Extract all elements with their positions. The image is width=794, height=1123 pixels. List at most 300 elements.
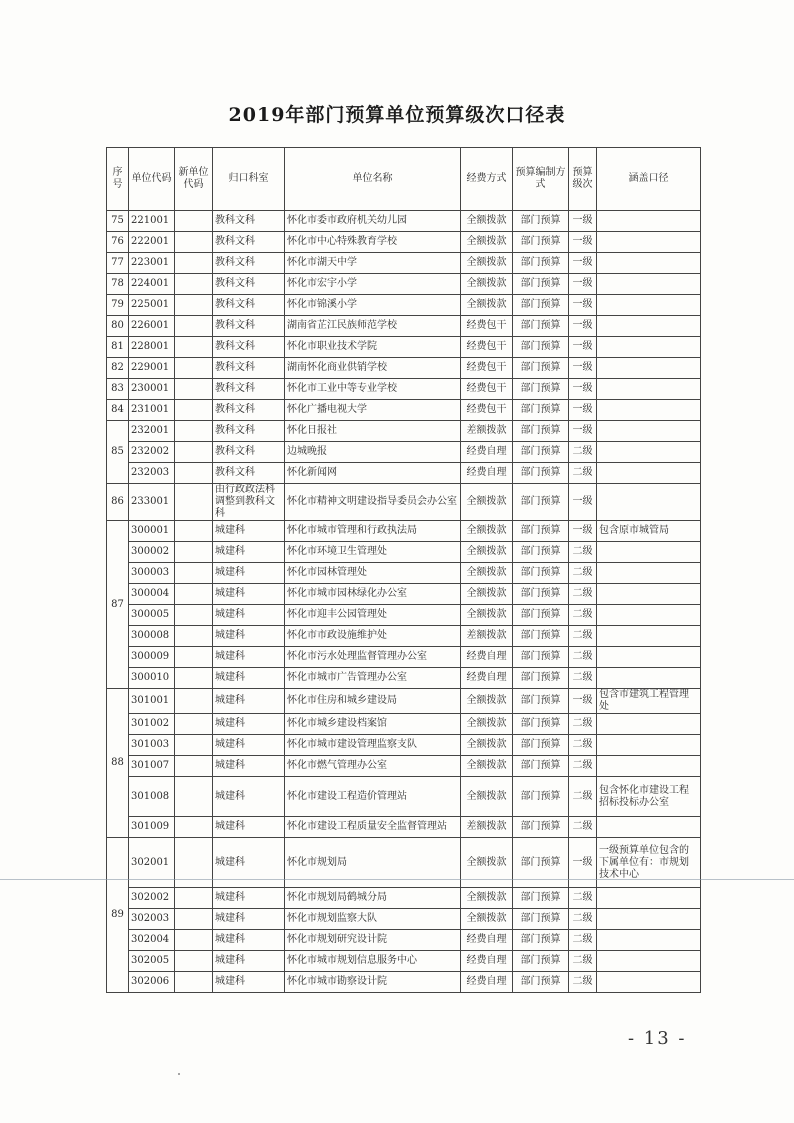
- scope-note-cell: [597, 442, 701, 463]
- budget-method-cell: 部门预算: [513, 930, 569, 951]
- budget-level-cell: 二级: [569, 668, 597, 689]
- budget-level-cell: 二级: [569, 930, 597, 951]
- fund-type-cell: 经费自理: [461, 463, 513, 484]
- table-row: [107, 400, 701, 421]
- fund-type-cell: 经费自理: [461, 972, 513, 993]
- table-row: [107, 626, 701, 647]
- seq-cell: 78: [107, 274, 129, 295]
- budget-level-cell: 二级: [569, 777, 597, 817]
- unit-name-cell: 怀化市规划局鹤城分局: [285, 888, 461, 909]
- scope-note-cell: [597, 584, 701, 605]
- unit-code-cell: 302005: [129, 951, 175, 972]
- dept-name-cell: 城建科: [213, 756, 285, 777]
- scope-note-cell: [597, 605, 701, 626]
- scope-note-cell: [597, 542, 701, 563]
- budget-level-cell: 二级: [569, 442, 597, 463]
- seq-cell: 77: [107, 253, 129, 274]
- scope-note-cell: [597, 714, 701, 735]
- unit-name-cell: 怀化市市政设施维护处: [285, 626, 461, 647]
- table-row: [107, 442, 701, 463]
- scope-note-cell: [597, 909, 701, 930]
- budget-level-cell: 一级: [569, 379, 597, 400]
- scope-note-cell: [597, 484, 701, 521]
- new-unit-code-cell: [175, 930, 213, 951]
- budget-method-cell: 部门预算: [513, 316, 569, 337]
- unit-code-cell: 302002: [129, 888, 175, 909]
- unit-name-cell: 怀化市中心特殊教育学校: [285, 232, 461, 253]
- dept-name-cell: 教科文科: [213, 316, 285, 337]
- fund-type-cell: 经费包干: [461, 316, 513, 337]
- unit-code-cell: 301009: [129, 817, 175, 838]
- dept-name-cell: 教科文科: [213, 232, 285, 253]
- budget-level-cell: 二级: [569, 463, 597, 484]
- scope-note-cell: [597, 463, 701, 484]
- header-dept: 归口科室: [213, 148, 285, 211]
- dept-name-cell: 城建科: [213, 521, 285, 542]
- fund-type-cell: 全额拨款: [461, 777, 513, 817]
- unit-name-cell: 怀化市规划监察大队: [285, 909, 461, 930]
- dept-name-cell: 城建科: [213, 838, 285, 888]
- unit-name-cell: 怀化市宏宇小学: [285, 274, 461, 295]
- unit-code-cell: 225001: [129, 295, 175, 316]
- new-unit-code-cell: [175, 484, 213, 521]
- new-unit-code-cell: [175, 605, 213, 626]
- fund-type-cell: 全额拨款: [461, 521, 513, 542]
- new-unit-code-cell: [175, 817, 213, 838]
- fund-type-cell: 经费包干: [461, 400, 513, 421]
- table-row: [107, 542, 701, 563]
- unit-code-cell: 228001: [129, 337, 175, 358]
- unit-code-cell: 301007: [129, 756, 175, 777]
- fund-type-cell: 差额拨款: [461, 421, 513, 442]
- fund-type-cell: 经费自理: [461, 951, 513, 972]
- unit-code-cell: 301001: [129, 689, 175, 714]
- budget-method-cell: 部门预算: [513, 972, 569, 993]
- new-unit-code-cell: [175, 542, 213, 563]
- fund-type-cell: 经费包干: [461, 379, 513, 400]
- budget-method-cell: 部门预算: [513, 888, 569, 909]
- budget-method-cell: 部门预算: [513, 400, 569, 421]
- new-unit-code-cell: [175, 421, 213, 442]
- fund-type-cell: 全额拨款: [461, 888, 513, 909]
- table-row: [107, 253, 701, 274]
- table-row: [107, 295, 701, 316]
- budget-level-cell: 二级: [569, 626, 597, 647]
- header-scope: 涵盖口径: [597, 148, 701, 211]
- dept-name-cell: 教科文科: [213, 463, 285, 484]
- header-new-code: 新单位代码: [175, 148, 213, 211]
- new-unit-code-cell: [175, 735, 213, 756]
- budget-level-cell: 一级: [569, 211, 597, 232]
- unit-name-cell: 怀化市城市勘察设计院: [285, 972, 461, 993]
- dept-name-cell: 由行政政法科调整到教科文科: [213, 484, 285, 521]
- new-unit-code-cell: [175, 358, 213, 379]
- budget-method-cell: 部门预算: [513, 605, 569, 626]
- scope-note-cell: [597, 563, 701, 584]
- unit-code-cell: 232002: [129, 442, 175, 463]
- table-row: [107, 584, 701, 605]
- new-unit-code-cell: [175, 442, 213, 463]
- scope-note-cell: [597, 951, 701, 972]
- dept-name-cell: 教科文科: [213, 358, 285, 379]
- budget-level-cell: 二级: [569, 888, 597, 909]
- unit-code-cell: 301008: [129, 777, 175, 817]
- budget-level-cell: 一级: [569, 400, 597, 421]
- new-unit-code-cell: [175, 626, 213, 647]
- seq-cell: 81: [107, 337, 129, 358]
- dept-name-cell: 城建科: [213, 735, 285, 756]
- dept-name-cell: 教科文科: [213, 421, 285, 442]
- unit-code-cell: 302006: [129, 972, 175, 993]
- new-unit-code-cell: [175, 972, 213, 993]
- budget-method-cell: 部门预算: [513, 756, 569, 777]
- budget-level-cell: 二级: [569, 542, 597, 563]
- dept-name-cell: 教科文科: [213, 400, 285, 421]
- unit-name-cell: 怀化市城市管理和行政执法局: [285, 521, 461, 542]
- new-unit-code-cell: [175, 316, 213, 337]
- table-row: [107, 274, 701, 295]
- unit-name-cell: 怀化市污水处理监督管理办公室: [285, 647, 461, 668]
- seq-cell: 87: [107, 521, 129, 689]
- fund-type-cell: 全额拨款: [461, 542, 513, 563]
- budget-method-cell: 部门预算: [513, 379, 569, 400]
- table-row: [107, 358, 701, 379]
- budget-level-table: [106, 147, 701, 993]
- dept-name-cell: 城建科: [213, 777, 285, 817]
- table-row: [107, 714, 701, 735]
- scope-note-cell: 一级预算单位包含的下属单位有：市规划技术中心: [597, 838, 701, 888]
- table-row: [107, 316, 701, 337]
- header-name: 单位名称: [285, 148, 461, 211]
- seq-cell: 83: [107, 379, 129, 400]
- fund-type-cell: 全额拨款: [461, 735, 513, 756]
- new-unit-code-cell: [175, 668, 213, 689]
- dept-name-cell: 城建科: [213, 972, 285, 993]
- scope-note-cell: [597, 379, 701, 400]
- fund-type-cell: 全额拨款: [461, 563, 513, 584]
- budget-method-cell: 部门预算: [513, 463, 569, 484]
- new-unit-code-cell: [175, 951, 213, 972]
- table-row: [107, 972, 701, 993]
- budget-level-cell: 二级: [569, 605, 597, 626]
- budget-method-cell: 部门预算: [513, 542, 569, 563]
- new-unit-code-cell: [175, 689, 213, 714]
- table-row: [107, 756, 701, 777]
- seq-cell: 82: [107, 358, 129, 379]
- unit-code-cell: 300008: [129, 626, 175, 647]
- scan-speck: [178, 1073, 180, 1075]
- new-unit-code-cell: [175, 838, 213, 888]
- budget-method-cell: 部门预算: [513, 484, 569, 521]
- fund-type-cell: 经费自理: [461, 647, 513, 668]
- dept-name-cell: 城建科: [213, 714, 285, 735]
- budget-method-cell: 部门预算: [513, 735, 569, 756]
- scope-note-cell: [597, 972, 701, 993]
- fund-type-cell: 全额拨款: [461, 838, 513, 888]
- new-unit-code-cell: [175, 274, 213, 295]
- new-unit-code-cell: [175, 563, 213, 584]
- budget-level-cell: 一级: [569, 274, 597, 295]
- budget-level-cell: 二级: [569, 647, 597, 668]
- table-row: [107, 563, 701, 584]
- table-row: [107, 735, 701, 756]
- budget-level-cell: 一级: [569, 484, 597, 521]
- table-header-row: [107, 148, 701, 211]
- seq-cell: 79: [107, 295, 129, 316]
- scope-note-cell: 包含原市城管局: [597, 521, 701, 542]
- scope-note-cell: [597, 316, 701, 337]
- scope-note-cell: [597, 930, 701, 951]
- unit-code-cell: 302004: [129, 930, 175, 951]
- unit-code-cell: 302003: [129, 909, 175, 930]
- new-unit-code-cell: [175, 253, 213, 274]
- new-unit-code-cell: [175, 909, 213, 930]
- new-unit-code-cell: [175, 337, 213, 358]
- budget-level-cell: 二级: [569, 951, 597, 972]
- budget-method-cell: 部门预算: [513, 714, 569, 735]
- scope-note-cell: [597, 817, 701, 838]
- scope-note-cell: [597, 668, 701, 689]
- fund-type-cell: 全额拨款: [461, 484, 513, 521]
- unit-code-cell: 221001: [129, 211, 175, 232]
- scope-note-cell: [597, 295, 701, 316]
- budget-method-cell: 部门预算: [513, 521, 569, 542]
- table-row: [107, 421, 701, 442]
- fund-type-cell: 经费自理: [461, 930, 513, 951]
- unit-code-cell: 224001: [129, 274, 175, 295]
- page-title: 2019年部门预算单位预算级次口径表: [228, 104, 566, 126]
- fund-type-cell: 全额拨款: [461, 909, 513, 930]
- unit-name-cell: 怀化市建设工程质量安全监督管理站: [285, 817, 461, 838]
- seq-cell: 80: [107, 316, 129, 337]
- table-row: [107, 232, 701, 253]
- unit-code-cell: 229001: [129, 358, 175, 379]
- scan-line: [0, 879, 794, 880]
- fund-type-cell: 全额拨款: [461, 756, 513, 777]
- unit-code-cell: 300003: [129, 563, 175, 584]
- scope-note-cell: 包含市建筑工程管理处: [597, 689, 701, 714]
- scope-note-cell: [597, 421, 701, 442]
- budget-method-cell: 部门预算: [513, 358, 569, 379]
- unit-code-cell: 300009: [129, 647, 175, 668]
- table-row: [107, 909, 701, 930]
- fund-type-cell: 全额拨款: [461, 605, 513, 626]
- scope-note-cell: [597, 626, 701, 647]
- unit-name-cell: 怀化市城市规划信息服务中心: [285, 951, 461, 972]
- table-row: [107, 484, 701, 521]
- fund-type-cell: 全额拨款: [461, 211, 513, 232]
- unit-code-cell: 301002: [129, 714, 175, 735]
- dept-name-cell: 城建科: [213, 542, 285, 563]
- budget-method-cell: 部门预算: [513, 563, 569, 584]
- budget-method-cell: 部门预算: [513, 253, 569, 274]
- budget-method-cell: 部门预算: [513, 817, 569, 838]
- unit-name-cell: 边城晚报: [285, 442, 461, 463]
- budget-method-cell: 部门预算: [513, 337, 569, 358]
- fund-type-cell: 全额拨款: [461, 714, 513, 735]
- dept-name-cell: 城建科: [213, 668, 285, 689]
- unit-name-cell: 怀化广播电视大学: [285, 400, 461, 421]
- unit-name-cell: 怀化日报社: [285, 421, 461, 442]
- fund-type-cell: 经费自理: [461, 442, 513, 463]
- new-unit-code-cell: [175, 521, 213, 542]
- header-level: 预算级次: [569, 148, 597, 211]
- dept-name-cell: 城建科: [213, 817, 285, 838]
- unit-name-cell: 怀化市环境卫生管理处: [285, 542, 461, 563]
- fund-type-cell: 全额拨款: [461, 295, 513, 316]
- seq-cell: 88: [107, 689, 129, 838]
- budget-level-cell: 二级: [569, 817, 597, 838]
- table-row: [107, 817, 701, 838]
- budget-level-cell: 一级: [569, 521, 597, 542]
- unit-name-cell: 怀化市住房和城乡建设局: [285, 689, 461, 714]
- new-unit-code-cell: [175, 295, 213, 316]
- scope-note-cell: [597, 232, 701, 253]
- budget-method-cell: 部门预算: [513, 232, 569, 253]
- unit-code-cell: 302001: [129, 838, 175, 888]
- unit-code-cell: 226001: [129, 316, 175, 337]
- unit-name-cell: 怀化市建设工程造价管理站: [285, 777, 461, 817]
- table-row: [107, 605, 701, 626]
- scope-note-cell: [597, 735, 701, 756]
- fund-type-cell: 经费包干: [461, 358, 513, 379]
- unit-name-cell: 湖南省芷江民族师范学校: [285, 316, 461, 337]
- fund-type-cell: 经费包干: [461, 337, 513, 358]
- unit-name-cell: 怀化市城乡建设档案馆: [285, 714, 461, 735]
- scope-note-cell: [597, 888, 701, 909]
- new-unit-code-cell: [175, 777, 213, 817]
- budget-method-cell: 部门预算: [513, 442, 569, 463]
- seq-cell: 85: [107, 421, 129, 484]
- page-number: - 13 -: [628, 1028, 687, 1049]
- unit-name-cell: 怀化市精神文明建设指导委员会办公室: [285, 484, 461, 521]
- scope-note-cell: [597, 647, 701, 668]
- dept-name-cell: 教科文科: [213, 337, 285, 358]
- budget-method-cell: 部门预算: [513, 909, 569, 930]
- scope-note-cell: [597, 211, 701, 232]
- dept-name-cell: 城建科: [213, 605, 285, 626]
- dept-name-cell: 教科文科: [213, 442, 285, 463]
- table-row: [107, 379, 701, 400]
- unit-code-cell: 230001: [129, 379, 175, 400]
- budget-method-cell: 部门预算: [513, 274, 569, 295]
- dept-name-cell: 城建科: [213, 626, 285, 647]
- fund-type-cell: 全额拨款: [461, 232, 513, 253]
- budget-method-cell: 部门预算: [513, 295, 569, 316]
- budget-method-cell: 部门预算: [513, 626, 569, 647]
- budget-level-cell: 一级: [569, 689, 597, 714]
- dept-name-cell: 城建科: [213, 689, 285, 714]
- scope-note-cell: [597, 400, 701, 421]
- unit-code-cell: 300005: [129, 605, 175, 626]
- budget-method-cell: 部门预算: [513, 211, 569, 232]
- unit-code-cell: 233001: [129, 484, 175, 521]
- dept-name-cell: 教科文科: [213, 274, 285, 295]
- fund-type-cell: 全额拨款: [461, 274, 513, 295]
- table-row: [107, 951, 701, 972]
- header-fund: 经费方式: [461, 148, 513, 211]
- unit-code-cell: 232003: [129, 463, 175, 484]
- table-row: [107, 777, 701, 817]
- scope-note-cell: 包含怀化市建设工程招标投标办公室: [597, 777, 701, 817]
- dept-name-cell: 城建科: [213, 888, 285, 909]
- budget-method-cell: 部门预算: [513, 421, 569, 442]
- unit-name-cell: 怀化市锦溪小学: [285, 295, 461, 316]
- budget-level-cell: 一级: [569, 358, 597, 379]
- fund-type-cell: 差额拨款: [461, 626, 513, 647]
- budget-level-cell: 一级: [569, 316, 597, 337]
- unit-code-cell: 301003: [129, 735, 175, 756]
- unit-code-cell: 222001: [129, 232, 175, 253]
- header-code: 单位代码: [129, 148, 175, 211]
- dept-name-cell: 城建科: [213, 930, 285, 951]
- unit-name-cell: 怀化市工业中等专业学校: [285, 379, 461, 400]
- budget-method-cell: 部门预算: [513, 689, 569, 714]
- dept-name-cell: 城建科: [213, 647, 285, 668]
- budget-level-cell: 一级: [569, 838, 597, 888]
- table-row: [107, 211, 701, 232]
- budget-level-cell: 二级: [569, 584, 597, 605]
- dept-name-cell: 教科文科: [213, 379, 285, 400]
- table-row: [107, 337, 701, 358]
- unit-name-cell: 怀化新闻网: [285, 463, 461, 484]
- table-row: [107, 888, 701, 909]
- unit-name-cell: 怀化市湖天中学: [285, 253, 461, 274]
- unit-name-cell: 怀化市城市广告管理办公室: [285, 668, 461, 689]
- new-unit-code-cell: [175, 400, 213, 421]
- seq-cell: 75: [107, 211, 129, 232]
- unit-name-cell: 怀化市燃气管理办公室: [285, 756, 461, 777]
- new-unit-code-cell: [175, 232, 213, 253]
- budget-method-cell: 部门预算: [513, 777, 569, 817]
- dept-name-cell: 城建科: [213, 563, 285, 584]
- dept-name-cell: 城建科: [213, 584, 285, 605]
- fund-type-cell: 全额拨款: [461, 253, 513, 274]
- scope-note-cell: [597, 253, 701, 274]
- unit-code-cell: 231001: [129, 400, 175, 421]
- new-unit-code-cell: [175, 584, 213, 605]
- dept-name-cell: 教科文科: [213, 211, 285, 232]
- unit-name-cell: 湖南怀化商业供销学校: [285, 358, 461, 379]
- budget-method-cell: 部门预算: [513, 668, 569, 689]
- seq-cell: 89: [107, 838, 129, 993]
- budget-level-cell: 二级: [569, 563, 597, 584]
- unit-code-cell: 300004: [129, 584, 175, 605]
- scope-note-cell: [597, 358, 701, 379]
- table-row: [107, 930, 701, 951]
- header-method: 预算编制方式: [513, 148, 569, 211]
- scope-note-cell: [597, 337, 701, 358]
- table-row: [107, 521, 701, 542]
- unit-name-cell: 怀化市规划研究设计院: [285, 930, 461, 951]
- table-row: [107, 838, 701, 888]
- budget-method-cell: 部门预算: [513, 647, 569, 668]
- seq-cell: 84: [107, 400, 129, 421]
- unit-name-cell: 怀化市委市政府机关幼儿园: [285, 211, 461, 232]
- table-row: [107, 647, 701, 668]
- seq-cell: 76: [107, 232, 129, 253]
- table-row: [107, 668, 701, 689]
- table-row: [107, 463, 701, 484]
- budget-level-cell: 一级: [569, 295, 597, 316]
- scope-note-cell: [597, 756, 701, 777]
- unit-code-cell: 223001: [129, 253, 175, 274]
- unit-name-cell: 怀化市园林管理处: [285, 563, 461, 584]
- budget-method-cell: 部门预算: [513, 951, 569, 972]
- new-unit-code-cell: [175, 211, 213, 232]
- fund-type-cell: 经费自理: [461, 668, 513, 689]
- budget-method-cell: 部门预算: [513, 838, 569, 888]
